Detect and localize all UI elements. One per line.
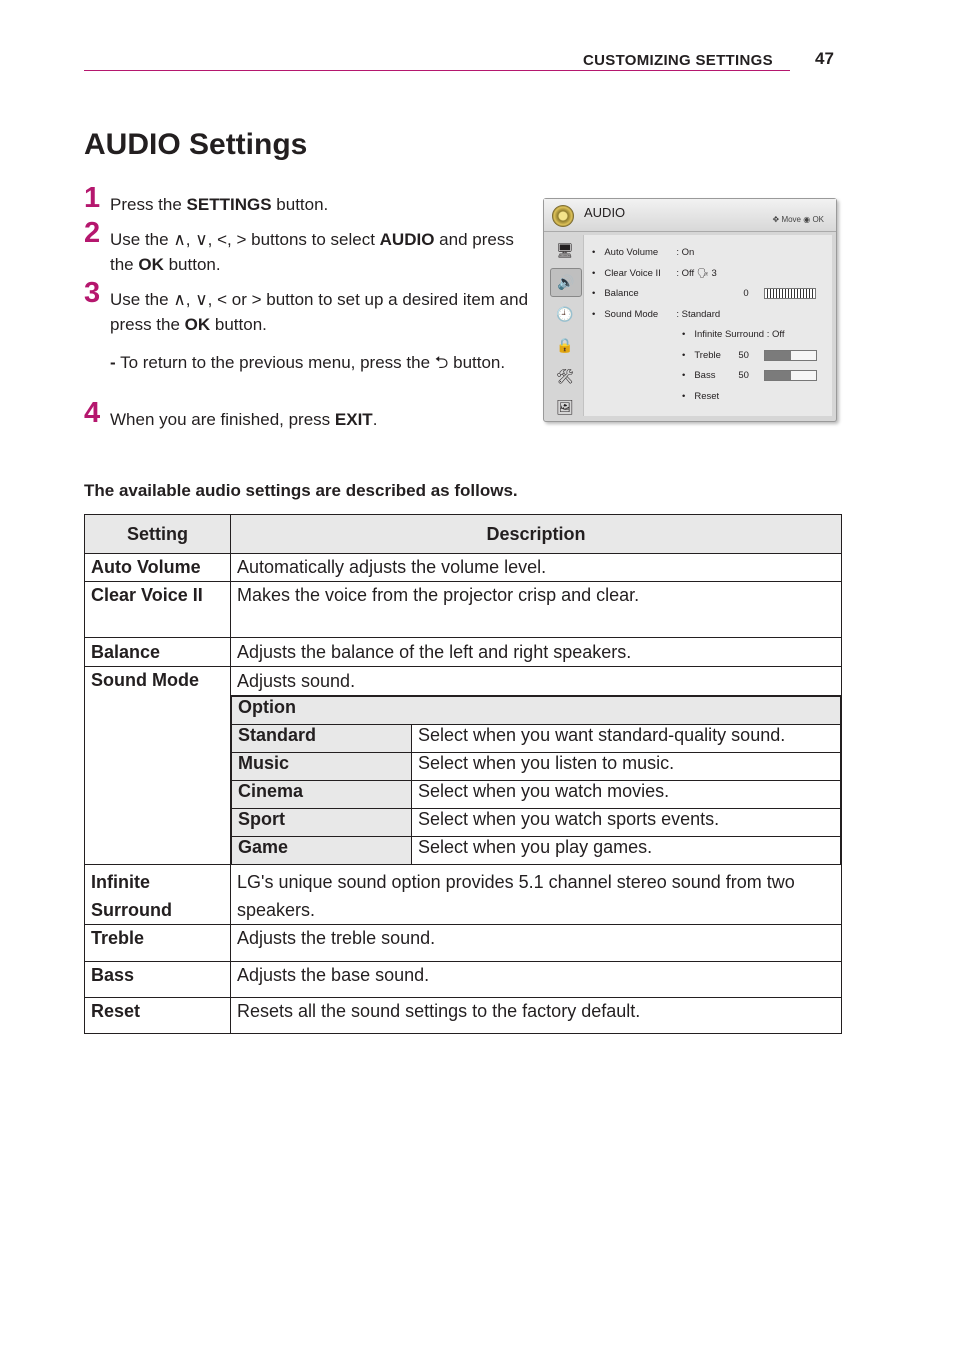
page-number: 47 <box>815 49 834 68</box>
audio-icon[interactable]: 🔊 <box>550 268 582 297</box>
setting-desc: Resets all the sound settings to the factory default. <box>231 998 842 1034</box>
sound-mode-options <box>231 696 841 864</box>
note-text: button. <box>448 353 506 372</box>
table-row <box>85 962 842 998</box>
step-text: Use the <box>110 290 174 309</box>
table-row <box>85 638 842 667</box>
table-row <box>85 667 842 865</box>
step-3-note <box>110 349 530 376</box>
row-extra: 3 <box>711 268 717 279</box>
step-bold: SETTINGS <box>186 195 272 214</box>
option-name: Music <box>232 753 412 781</box>
table-row <box>85 925 842 962</box>
option-header: Option <box>232 697 841 725</box>
step-number: 1 <box>84 182 101 214</box>
hint-ok: OK <box>812 215 824 224</box>
step-number: 2 <box>84 217 101 249</box>
step-4 <box>84 397 534 432</box>
step-number: 4 <box>84 397 101 429</box>
step-1 <box>84 182 534 217</box>
row-value: 50 <box>738 350 749 361</box>
step-text: Use the <box>110 230 174 249</box>
setting-desc: Adjusts the base sound. <box>231 962 842 998</box>
step-2 <box>84 217 534 277</box>
lock-icon[interactable]: 🔒 <box>556 337 574 353</box>
bass-bar[interactable] <box>764 370 817 381</box>
sound-mode-cell <box>231 667 842 865</box>
row-value: 0 <box>743 288 749 299</box>
input-icon[interactable]: 🖼 <box>556 399 574 415</box>
menu-hint: ✥ Move ◉ OK <box>772 215 824 224</box>
option-row <box>232 753 841 781</box>
row-value: : Off <box>676 268 695 279</box>
setting-desc: Makes the voice from the projector crisp and clear. <box>231 582 842 638</box>
option-name: Cinema <box>232 781 412 809</box>
option-desc: Select when you want standard-quality sound. <box>412 725 841 753</box>
page-title: AUDIO Settings <box>84 128 308 161</box>
option-row <box>232 809 841 837</box>
step-text: button. <box>163 255 221 274</box>
row-label: Treble <box>694 350 721 361</box>
picture-icon[interactable]: 🖥 <box>556 242 574 258</box>
option-icon[interactable]: 🛠 <box>556 368 574 384</box>
option-row <box>232 781 841 809</box>
row-value: : On <box>676 247 695 258</box>
menu-sidebar <box>547 235 583 417</box>
setting-name: Bass <box>85 962 231 998</box>
option-name: Standard <box>232 725 412 753</box>
step-text: button. <box>210 315 267 334</box>
option-desc: Select when you watch movies. <box>412 781 841 809</box>
setting-desc: Automatically adjusts the volume level. <box>231 554 842 582</box>
arrow-keys-icon: ∧, ∨, <, > <box>173 230 247 249</box>
table-row <box>85 554 842 582</box>
step-text: Press the <box>110 195 187 214</box>
hint-move: Move <box>781 215 801 224</box>
note-text: To return to the previous menu, press the <box>115 353 435 372</box>
table-row <box>85 998 842 1034</box>
treble-bar[interactable] <box>764 350 817 361</box>
option-name: Sport <box>232 809 412 837</box>
bass-fill <box>765 371 791 380</box>
clock-icon[interactable]: 🕘 <box>556 306 574 322</box>
note-dash: - <box>110 353 116 372</box>
row-label: Bass <box>694 370 716 381</box>
setting-name: Sound Mode <box>85 667 231 865</box>
menu-row-sound-mode[interactable]: • Sound Mode : Standard <box>592 309 721 320</box>
row-value: 50 <box>738 370 749 381</box>
back-arrow-icon: ⮌ <box>434 353 449 372</box>
menu-sub-treble[interactable]: • Treble 50 <box>682 350 749 361</box>
table-header-row <box>85 515 842 554</box>
menu-row-balance[interactable]: • Balance 0 <box>592 288 749 299</box>
step-text: . <box>372 410 378 429</box>
menu-sub-reset[interactable]: • Reset <box>682 391 720 402</box>
setting-name-line1: Infinite <box>91 872 150 892</box>
header-description: Description <box>231 515 842 554</box>
option-desc: Select when you play games. <box>412 837 841 865</box>
step-bold: OK <box>184 315 211 334</box>
setting-name: Treble <box>85 925 231 962</box>
option-name: Game <box>232 837 412 865</box>
setting-name: Reset <box>85 998 231 1034</box>
step-bold: OK <box>138 255 164 274</box>
row-value: : Standard <box>676 309 721 320</box>
menu-row-auto-volume[interactable]: • Auto Volume : On <box>592 247 695 258</box>
voice-icon: 🗣 <box>696 268 709 279</box>
audio-menu-screenshot <box>543 198 837 422</box>
row-label: Auto Volume <box>604 247 659 258</box>
menu-row-clear-voice[interactable]: • Clear Voice II : Off 🗣 3 <box>592 268 717 279</box>
setting-name-line2: Surround <box>91 900 172 920</box>
option-row <box>232 837 841 865</box>
table-caption: The available audio settings are described as follows. <box>84 481 518 500</box>
header-setting: Setting <box>85 515 231 554</box>
balance-bar[interactable] <box>764 288 816 299</box>
arrow-keys-icon: ∧, ∨, < or > <box>173 290 262 309</box>
row-label: Infinite Surround <box>694 329 765 340</box>
row-label: Sound Mode <box>604 309 659 320</box>
menu-sub-bass[interactable]: • Bass 50 <box>682 370 749 381</box>
header-rule <box>84 70 790 71</box>
row-value: : Off <box>766 329 785 340</box>
speaker-icon <box>552 205 574 227</box>
step-text: When you are finished, press <box>110 410 335 429</box>
setting-desc: Adjusts the treble sound. <box>231 925 842 962</box>
step-text: button. <box>271 195 329 214</box>
header-section-title: CUSTOMIZING SETTINGS <box>583 52 773 69</box>
setting-desc: Adjusts the balance of the left and right speakers. <box>231 638 842 667</box>
option-row <box>232 725 841 753</box>
setting-name: Auto Volume <box>85 554 231 582</box>
menu-sub-infinite[interactable]: • Infinite Surround : Off <box>682 329 785 340</box>
menu-header <box>544 199 836 232</box>
row-label: Reset <box>694 391 720 402</box>
setting-desc: LG's unique sound option provides 5.1 channel stereo sound from two speakers. <box>231 865 842 925</box>
step-text: buttons to select <box>246 230 380 249</box>
step-number: 3 <box>84 277 101 309</box>
option-desc: Select when you watch sports events. <box>412 809 841 837</box>
row-label: Clear Voice II <box>604 268 661 279</box>
setting-name: Clear Voice II <box>85 582 231 638</box>
treble-fill <box>765 351 791 360</box>
setting-name <box>85 865 231 925</box>
step-bold: AUDIO <box>379 230 435 249</box>
setting-desc: Adjusts sound. <box>231 667 841 696</box>
menu-title: AUDIO <box>584 205 626 220</box>
row-label: Balance <box>604 288 639 299</box>
step-text: button to set up a desired item and press the <box>110 290 529 334</box>
table-row <box>85 865 842 925</box>
step-text: and press the <box>110 230 514 274</box>
menu-panel <box>583 235 832 416</box>
step-3 <box>84 277 534 337</box>
step-bold: EXIT <box>334 410 373 429</box>
setting-name: Balance <box>85 638 231 667</box>
table-row <box>85 582 842 638</box>
audio-settings-table <box>84 514 842 1034</box>
option-desc: Select when you listen to music. <box>412 753 841 781</box>
